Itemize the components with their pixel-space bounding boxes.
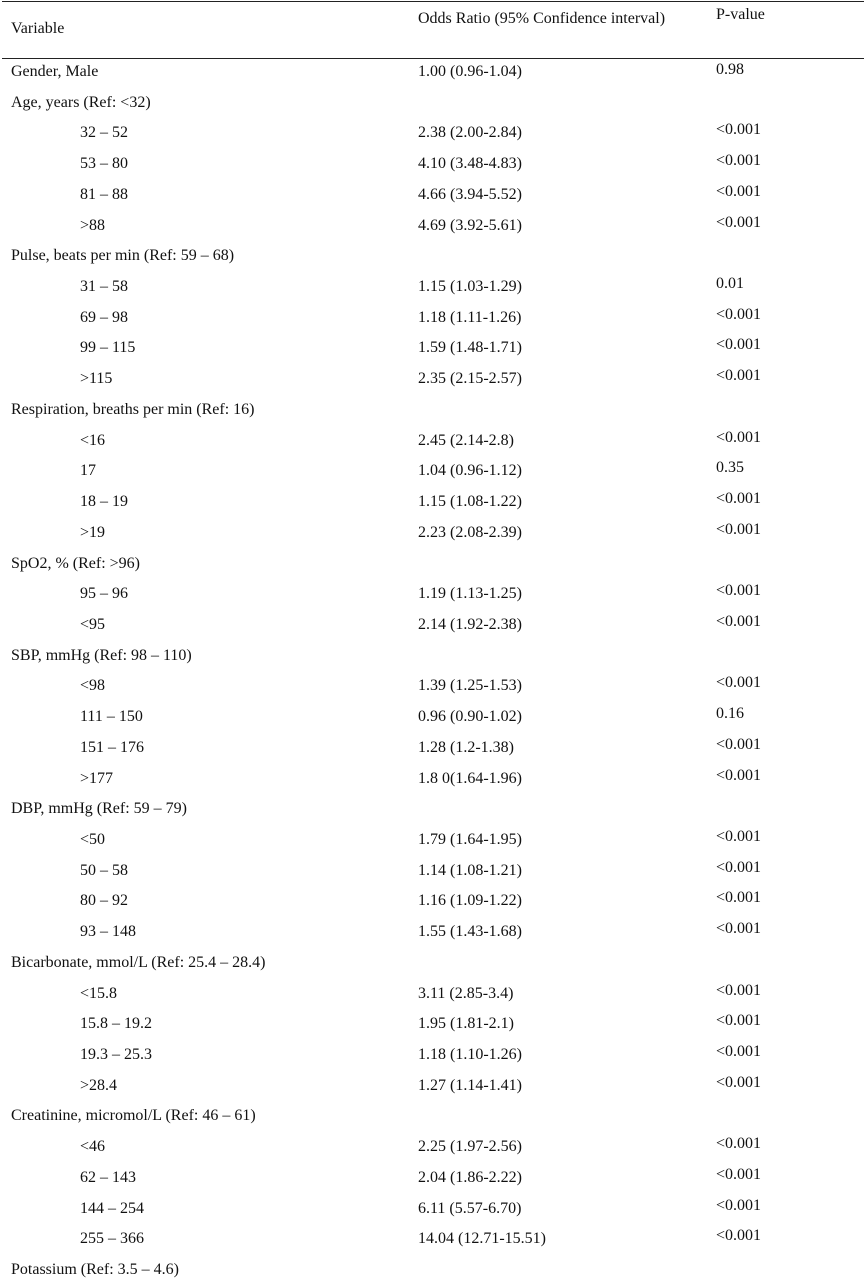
cell-p-value: <0.001	[716, 182, 762, 200]
cell-variable: 95 – 96	[80, 585, 128, 603]
cell-variable: 53 – 80	[80, 155, 128, 173]
cell-odds-ratio: 4.10 (3.48-4.83)	[418, 155, 522, 173]
cell-odds-ratio: 2.04 (1.86-2.22)	[418, 1168, 522, 1186]
cell-variable: 15.8 – 19.2	[80, 1015, 152, 1033]
cell-p-value: <0.001	[716, 305, 762, 323]
cell-variable: <15.8	[80, 984, 118, 1002]
cell-variable: Bicarbonate, mmol/L (Ref: 25.4 – 28.4)	[11, 953, 266, 971]
table-group-row	[0, 796, 866, 827]
cell-variable: 111 – 150	[80, 708, 143, 726]
cell-p-value: 0.98	[716, 61, 744, 78]
cell-variable: 31 – 58	[80, 278, 128, 296]
table-row	[0, 274, 866, 305]
cell-p-value: <0.001	[716, 490, 762, 508]
cell-p-value: <0.001	[716, 1196, 762, 1214]
cell-variable: 93 – 148	[80, 923, 136, 941]
table-row	[0, 1042, 866, 1073]
header-p-value: P-value	[716, 6, 765, 23]
cell-p-value: <0.001	[716, 336, 762, 354]
cell-odds-ratio: 2.23 (2.08-2.39)	[418, 523, 522, 541]
cell-variable: Age, years (Ref: <32)	[11, 93, 151, 111]
cell-variable: >19	[80, 523, 106, 541]
cell-odds-ratio: 1.15 (1.03-1.29)	[418, 278, 522, 296]
cell-variable: 81 – 88	[80, 185, 128, 203]
header-variable: Variable	[11, 20, 65, 37]
header-odds-ratio: Odds Ratio (95% Confidence interval)	[418, 10, 666, 27]
cell-odds-ratio: 0.96 (0.90-1.02)	[418, 708, 522, 726]
table-row	[0, 305, 866, 336]
table-row	[0, 151, 866, 182]
table-row	[0, 458, 866, 489]
table-group-row	[0, 90, 866, 121]
cell-variable: 32 – 52	[80, 124, 128, 142]
cell-variable: Gender, Male	[11, 63, 99, 80]
cell-p-value: <0.001	[716, 674, 762, 692]
table-row	[0, 366, 866, 397]
cell-variable: 50 – 58	[80, 861, 128, 879]
cell-variable: Pulse, beats per min (Ref: 59 – 68)	[11, 247, 235, 265]
cell-p-value: <0.001	[716, 121, 762, 139]
cell-p-value: <0.001	[716, 582, 762, 600]
table-group-row	[0, 1257, 866, 1288]
cell-variable: 99 – 115	[80, 339, 136, 357]
cell-variable: 151 – 176	[80, 738, 144, 756]
cell-variable: 62 – 143	[80, 1168, 136, 1186]
cell-odds-ratio: 1.27 (1.14-1.41)	[418, 1076, 522, 1094]
table-group-row	[0, 950, 866, 981]
cell-p-value: <0.001	[716, 766, 762, 784]
cell-odds-ratio: 1.04 (0.96-1.12)	[418, 462, 522, 480]
cell-odds-ratio: 2.25 (1.97-2.56)	[418, 1138, 522, 1156]
table-row	[0, 981, 866, 1012]
cell-odds-ratio: 4.69 (3.92-5.61)	[418, 216, 522, 234]
cell-p-value: <0.001	[716, 1012, 762, 1030]
cell-p-value: <0.001	[716, 981, 762, 999]
cell-variable: 69 – 98	[80, 308, 128, 326]
table-row	[0, 520, 866, 551]
table-row	[0, 827, 866, 858]
cell-p-value: <0.001	[716, 152, 762, 170]
cell-p-value: 0.35	[716, 459, 744, 477]
cell-p-value: <0.001	[716, 213, 762, 231]
cell-odds-ratio: 1.55 (1.43-1.68)	[418, 923, 522, 941]
cell-variable: 19.3 – 25.3	[80, 1046, 152, 1063]
cell-p-value: <0.001	[716, 889, 762, 907]
cell-variable: <95	[80, 615, 106, 633]
cell-odds-ratio: 1.95 (1.81-2.1)	[418, 1015, 514, 1033]
table-row	[0, 1196, 866, 1227]
table-row	[0, 1134, 866, 1165]
cell-odds-ratio: 2.45 (2.14-2.8)	[418, 431, 514, 449]
cell-odds-ratio: 1.18 (1.10-1.26)	[418, 1046, 522, 1063]
cell-variable: Respiration, breaths per min (Ref: 16)	[11, 400, 255, 418]
table-row	[0, 766, 866, 797]
cell-variable: 17	[80, 462, 96, 480]
table-row	[0, 612, 866, 643]
table-row	[0, 428, 866, 459]
cell-odds-ratio: 2.38 (2.00-2.84)	[418, 124, 522, 142]
cell-p-value: <0.001	[716, 1165, 762, 1183]
table-row	[0, 213, 866, 244]
cell-p-value: <0.001	[716, 735, 762, 753]
cell-variable: <16	[80, 431, 106, 449]
table-row	[0, 673, 866, 704]
table-group-row	[0, 1103, 866, 1134]
cell-variable: 80 – 92	[80, 892, 128, 910]
cell-p-value: <0.001	[716, 827, 762, 845]
cell-variable: DBP, mmHg (Ref: 59 – 79)	[11, 800, 187, 818]
cell-p-value: <0.001	[716, 520, 762, 538]
cell-odds-ratio: 1.18 (1.11-1.26)	[418, 308, 522, 326]
cell-p-value: 0.16	[716, 705, 744, 723]
cell-odds-ratio: 1.15 (1.08-1.22)	[418, 493, 522, 511]
table-row	[0, 1073, 866, 1104]
table-row	[0, 1011, 866, 1042]
cell-p-value: <0.001	[716, 920, 762, 938]
cell-odds-ratio: 3.11 (2.85-3.4)	[418, 984, 514, 1002]
cell-variable: >177	[80, 769, 114, 787]
table-row	[0, 858, 866, 889]
table-row	[0, 704, 866, 735]
cell-odds-ratio: 6.11 (5.57-6.70)	[418, 1199, 522, 1217]
cell-odds-ratio: 14.04 (12.71-15.51)	[418, 1230, 546, 1248]
table-body	[0, 59, 866, 1288]
cell-variable: <50	[80, 830, 106, 848]
table-row	[0, 120, 866, 151]
table-row	[0, 489, 866, 520]
cell-variable: Creatinine, micromol/L (Ref: 46 – 61)	[11, 1107, 256, 1125]
cell-variable: SBP, mmHg (Ref: 98 – 110)	[11, 646, 192, 664]
cell-variable: >115	[80, 370, 113, 388]
cell-odds-ratio: 1.19 (1.13-1.25)	[418, 585, 522, 603]
table-row	[0, 335, 866, 366]
cell-variable: >88	[80, 216, 106, 234]
cell-odds-ratio: 1.14 (1.08-1.21)	[418, 861, 522, 879]
table-row	[0, 735, 866, 766]
cell-variable: <98	[80, 677, 106, 695]
cell-odds-ratio: 1.8 0(1.64-1.96)	[418, 769, 522, 787]
cell-p-value: <0.001	[716, 858, 762, 876]
cell-p-value: 0.01	[716, 275, 744, 293]
table-group-row	[0, 243, 866, 274]
cell-odds-ratio: 1.79 (1.64-1.95)	[418, 830, 522, 848]
cell-variable: Potassium (Ref: 3.5 – 4.6)	[11, 1261, 179, 1279]
cell-p-value: <0.001	[716, 428, 762, 446]
table-row	[0, 581, 866, 612]
table-row	[0, 1165, 866, 1196]
cell-variable: SpO2, % (Ref: >96)	[11, 554, 141, 572]
table-group-row	[0, 643, 866, 674]
cell-odds-ratio: 2.35 (2.15-2.57)	[418, 370, 522, 388]
cell-variable: 255 – 366	[80, 1230, 144, 1248]
table-row	[0, 888, 866, 919]
cell-odds-ratio: 1.59 (1.48-1.71)	[418, 339, 522, 357]
cell-odds-ratio: 1.28 (1.2-1.38)	[418, 738, 514, 756]
cell-p-value: <0.001	[716, 612, 762, 630]
cell-odds-ratio: 4.66 (3.94-5.52)	[418, 185, 522, 203]
cell-p-value: <0.001	[716, 1043, 762, 1060]
cell-p-value: <0.001	[716, 1135, 762, 1153]
table-group-row	[0, 397, 866, 428]
table-group-row	[0, 551, 866, 582]
cell-variable: >28.4	[80, 1076, 118, 1094]
cell-variable: 144 – 254	[80, 1199, 144, 1217]
table-row	[0, 1226, 866, 1257]
table-row	[0, 182, 866, 213]
cell-p-value: <0.001	[716, 367, 762, 385]
table-row	[0, 59, 866, 90]
cell-p-value: <0.001	[716, 1073, 762, 1091]
table-header	[0, 2, 866, 58]
cell-variable: <46	[80, 1138, 106, 1156]
cell-odds-ratio: 2.14 (1.92-2.38)	[418, 615, 522, 633]
cell-odds-ratio: 1.16 (1.09-1.22)	[418, 892, 522, 910]
cell-odds-ratio: 1.39 (1.25-1.53)	[418, 677, 522, 695]
cell-variable: 18 – 19	[80, 493, 128, 511]
cell-p-value: <0.001	[716, 1227, 762, 1245]
cell-odds-ratio: 1.00 (0.96-1.04)	[418, 63, 522, 80]
table-row	[0, 919, 866, 950]
